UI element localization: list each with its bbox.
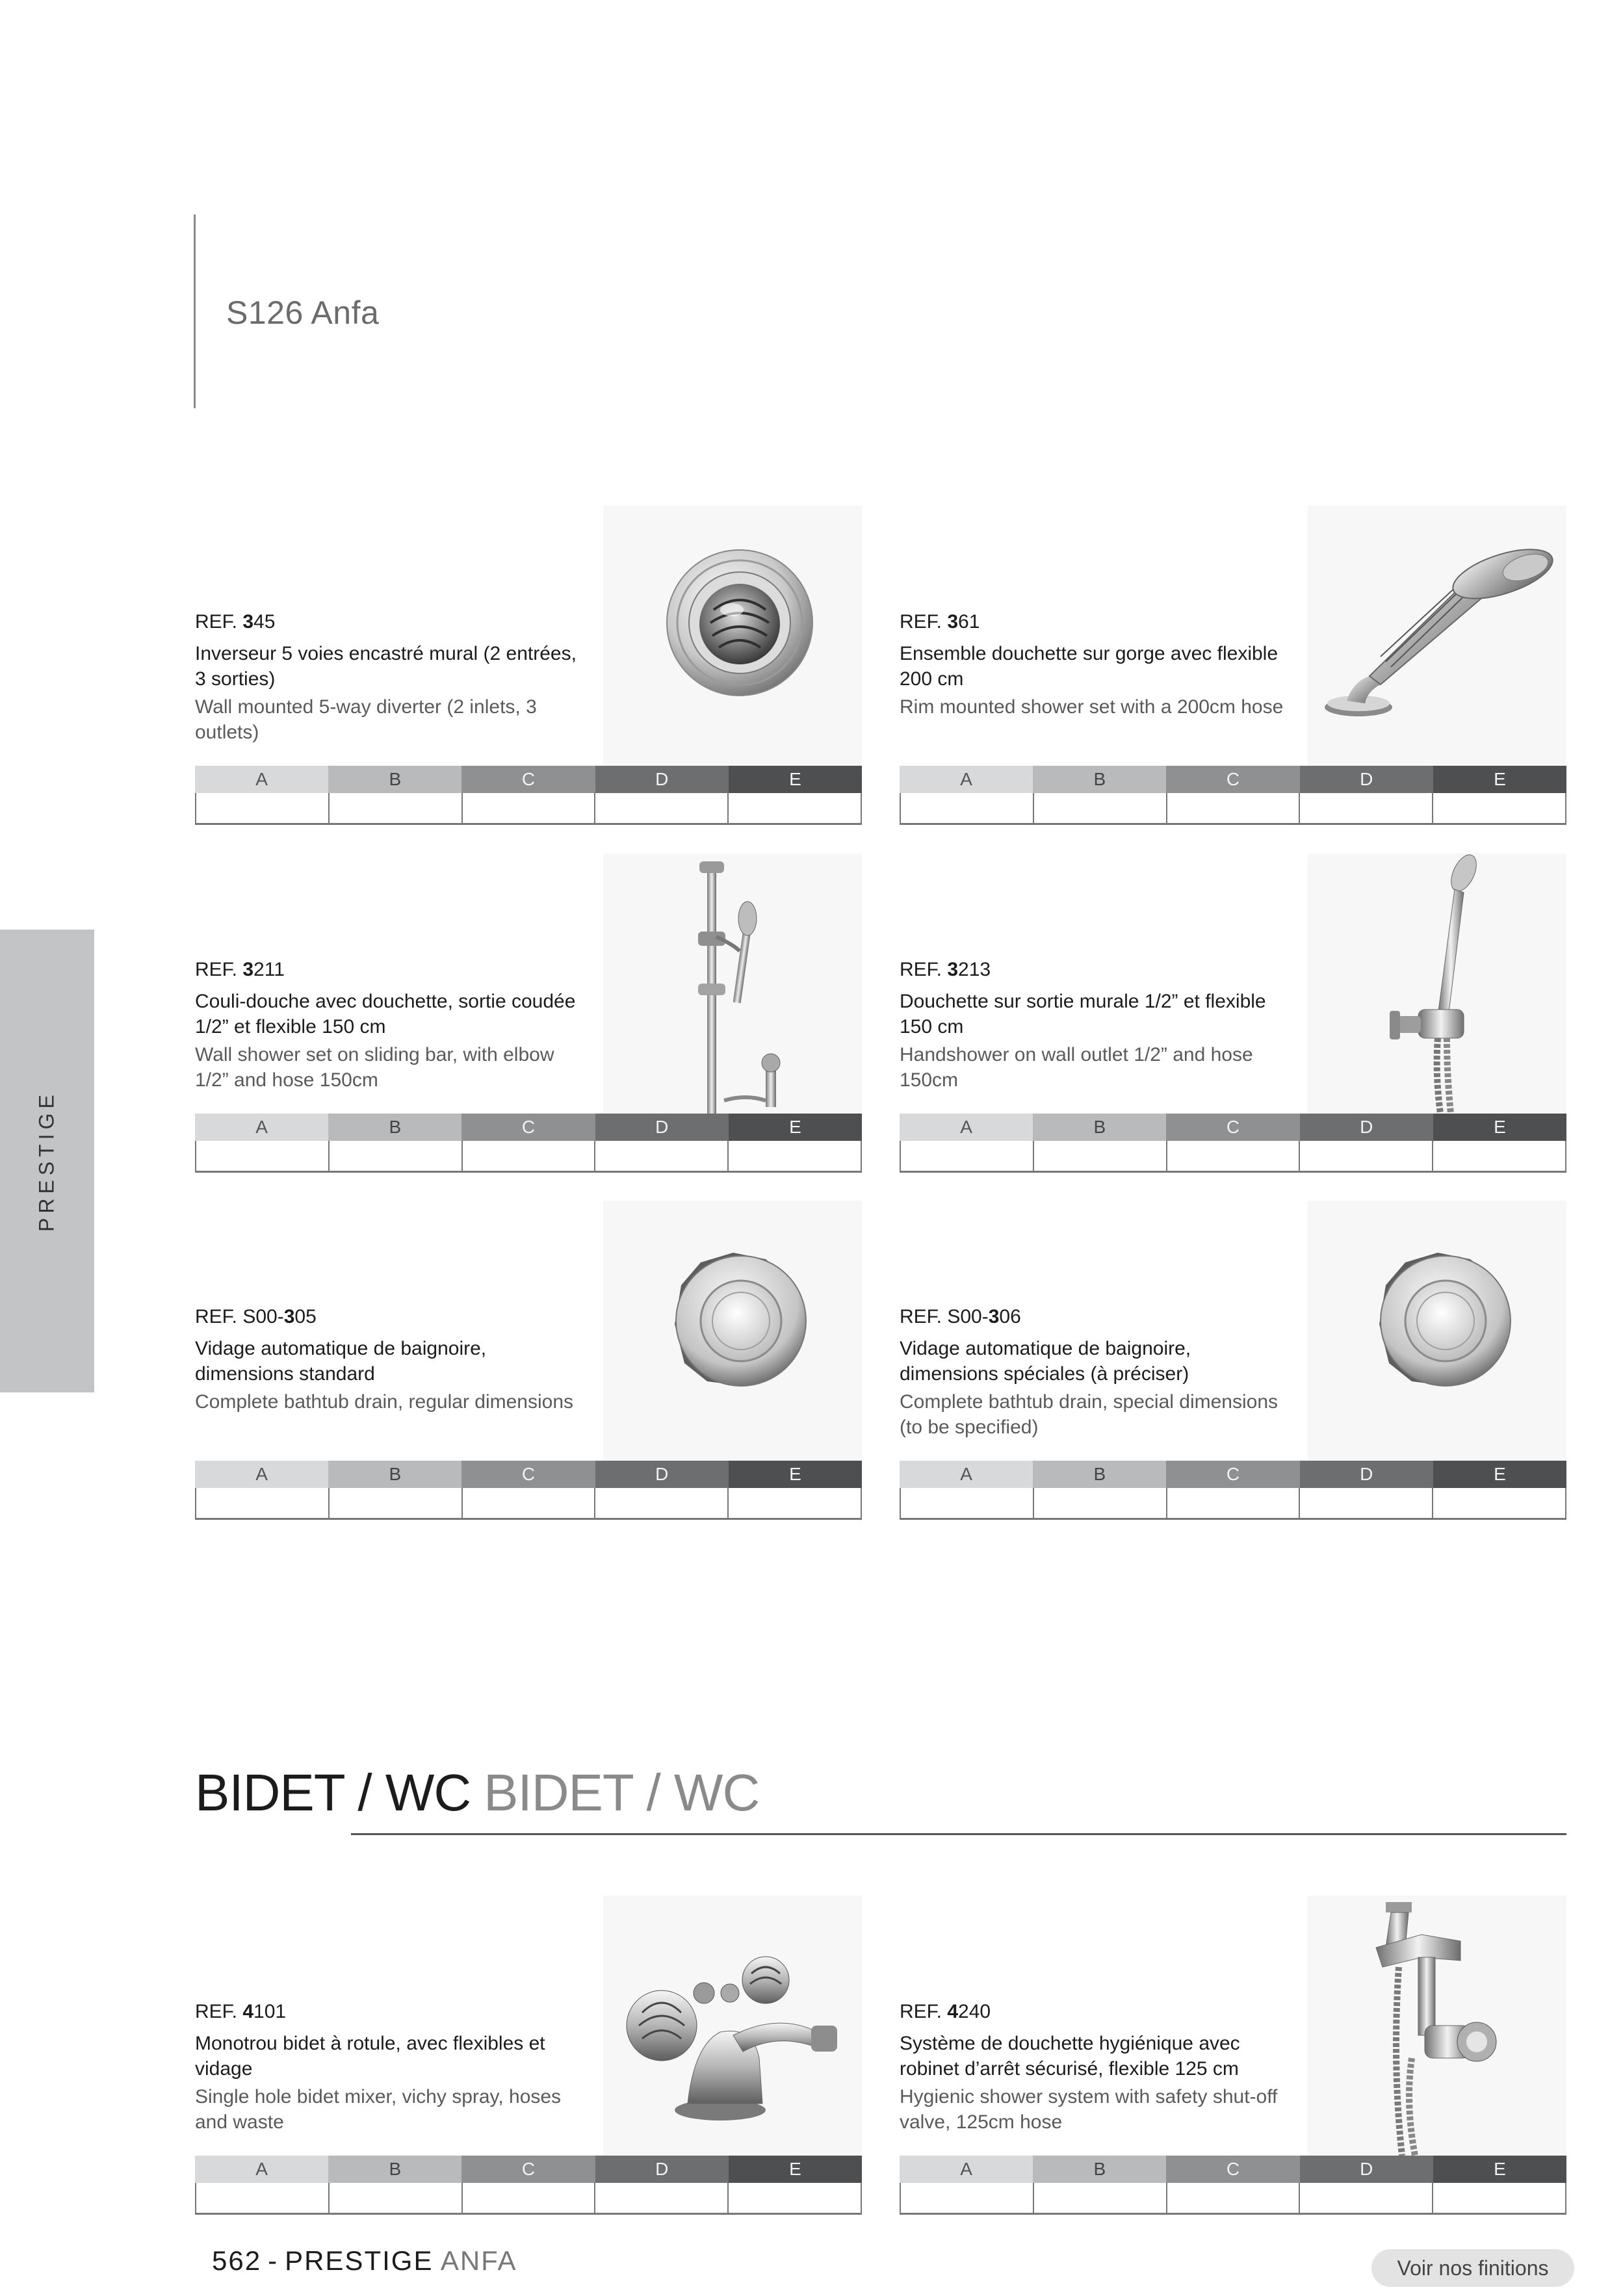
product-description-en: Complete bathtub drain, special dimensions (to be specified): [900, 1391, 1278, 1438]
finish-grid: [195, 2156, 862, 2215]
finish-header-a: A: [900, 2156, 1033, 2183]
product-description-fr: Monotrou bidet à rotule, avec flexibles et vidage: [195, 2033, 545, 2080]
finish-cell: [901, 793, 1034, 823]
product-ref: REF. 361: [900, 611, 980, 633]
finish-cell: [595, 2183, 729, 2213]
finish-header-b: B: [1033, 1114, 1166, 1141]
finish-header-d: D: [595, 766, 729, 793]
finish-cell: [463, 1488, 596, 1518]
drain-image: [603, 1201, 862, 1461]
finish-header-e: E: [1433, 766, 1566, 793]
finish-cell: [196, 2183, 330, 2213]
finish-cell: [330, 793, 463, 823]
footer-line: ANFA: [440, 2245, 517, 2276]
finish-cell: [1034, 2183, 1167, 2213]
bidet-mixer-image: [603, 1896, 862, 2156]
finish-cell: [1167, 2183, 1301, 2213]
product-description-en: Single hole bidet mixer, vichy spray, hoses and waste: [195, 2086, 562, 2133]
finish-cell: [196, 1141, 330, 1171]
finish-header-e: E: [1433, 1114, 1566, 1141]
finish-header-c: C: [461, 1114, 595, 1141]
finish-cell: [729, 1488, 862, 1518]
finish-header-a: A: [195, 2156, 328, 2183]
hygienic-shower-image: [1308, 1896, 1566, 2156]
finish-header-c: C: [461, 1461, 595, 1488]
page-footer: [212, 2245, 517, 2276]
finish-cell: [463, 793, 596, 823]
finish-cell: [1167, 793, 1301, 823]
finish-grid: [900, 766, 1566, 825]
finish-header-b: B: [328, 2156, 461, 2183]
section-title-fr: BIDET / WC: [195, 1764, 471, 1821]
finish-header-b: B: [328, 1114, 461, 1141]
finish-cell: [1433, 793, 1566, 823]
finish-header-b: B: [328, 1461, 461, 1488]
bidet-mixer-icon: [603, 1896, 862, 2156]
series-divider: [194, 215, 196, 408]
product-card: [195, 1896, 862, 2214]
finish-header-c: C: [1166, 1461, 1299, 1488]
finish-header-d: D: [595, 1461, 729, 1488]
finish-cell: [1034, 1141, 1167, 1171]
product-description-fr: Douchette sur sortie murale 1/2” et flexible 150 cm: [900, 991, 1266, 1037]
footer-separator: -: [268, 2245, 279, 2276]
finish-cell: [595, 1488, 729, 1518]
finish-cell: [330, 2183, 463, 2213]
finish-grid: [195, 766, 862, 825]
finish-grid: [195, 1461, 862, 1520]
finish-cell: [196, 1488, 330, 1518]
finish-header-c: C: [1166, 2156, 1299, 2183]
product-card: [195, 506, 862, 824]
finish-header-a: A: [900, 1114, 1033, 1141]
finish-header-a: A: [900, 1461, 1033, 1488]
finish-cell: [901, 2183, 1034, 2213]
finish-cell: [463, 2183, 596, 2213]
finish-cell: [1300, 2183, 1433, 2213]
finish-cell: [1167, 1141, 1301, 1171]
finish-header-e: E: [729, 766, 862, 793]
product-description-fr: Système de douchette hygiénique avec robinet d’arrêt sécurisé, flexible 125 cm: [900, 2033, 1240, 2080]
product-card: [195, 1201, 862, 1519]
finish-header-e: E: [1433, 1461, 1566, 1488]
finish-header-a: A: [195, 1461, 328, 1488]
finish-cell: [595, 1141, 729, 1171]
product-ref: REF. 4240: [900, 2001, 991, 2022]
finish-cell: [1034, 793, 1167, 823]
finish-header-c: C: [1166, 1114, 1299, 1141]
product-description-en: Wall shower set on sliding bar, with elbow 1/2” and hose 150cm: [195, 1044, 554, 1091]
finish-grid: [900, 1114, 1566, 1173]
finish-cell: [595, 793, 729, 823]
finish-header-d: D: [1300, 1114, 1433, 1141]
finish-cell: [1300, 1488, 1433, 1518]
finish-header-b: B: [1033, 2156, 1166, 2183]
finish-cell: [901, 1488, 1034, 1518]
product-description-fr: Vidage automatique de baignoire, dimensions standard: [195, 1338, 487, 1385]
product-card: [900, 854, 1566, 1172]
finish-grid: [195, 1114, 862, 1173]
product-card: [900, 1201, 1566, 1519]
finish-cell: [1300, 793, 1433, 823]
sliding-bar-image: [603, 854, 862, 1114]
finish-cell: [463, 1141, 596, 1171]
diverter-image: [603, 506, 862, 766]
finish-cell: [1034, 1488, 1167, 1518]
product-ref: REF. 4101: [195, 2001, 287, 2022]
finish-cell: [1433, 1488, 1566, 1518]
finish-cell: [1300, 1141, 1433, 1171]
finish-header-a: A: [195, 1114, 328, 1141]
product-description-fr: Couli-douche avec douchette, sortie coudée 1/2” et flexible 150 cm: [195, 991, 576, 1037]
product-description-en: Wall mounted 5-way diverter (2 inlets, 3 outlets): [195, 696, 537, 743]
finish-header-b: B: [1033, 1461, 1166, 1488]
finish-header-c: C: [461, 766, 595, 793]
finish-grid: [900, 1461, 1566, 1520]
finish-header-e: E: [729, 2156, 862, 2183]
finish-header-d: D: [1300, 1461, 1433, 1488]
finish-header-d: D: [595, 1114, 729, 1141]
finish-header-b: B: [1033, 766, 1166, 793]
product-description-en: Hygienic shower system with safety shut-off valve, 125cm hose: [900, 2086, 1278, 2133]
sliding-bar-icon: [603, 854, 862, 1114]
finish-header-e: E: [729, 1114, 862, 1141]
product-card: [195, 854, 862, 1172]
finish-header-e: E: [1433, 2156, 1566, 2183]
series-title: S126 Anfa: [226, 294, 380, 331]
finish-header-c: C: [1166, 766, 1299, 793]
handshower-icon: [1308, 854, 1566, 1114]
product-ref: REF. 345: [195, 611, 276, 633]
product-description-en: Complete bathtub drain, regular dimensions: [195, 1391, 573, 1413]
product-card: [900, 1896, 1566, 2214]
finish-header-a: A: [900, 766, 1033, 793]
product-description-fr: Ensemble douchette sur gorge avec flexible 200 cm: [900, 643, 1279, 690]
product-ref: REF. S00-305: [195, 1306, 317, 1327]
finish-grid: [900, 2156, 1566, 2215]
finish-header-d: D: [595, 2156, 729, 2183]
product-ref: REF. S00-306: [900, 1306, 1021, 1327]
section-divider: [351, 1833, 1566, 1835]
section-title-en: BIDET / WC: [484, 1764, 760, 1821]
finish-header-d: D: [1300, 766, 1433, 793]
drain-icon: [1308, 1201, 1566, 1461]
product-ref: REF. 3211: [195, 959, 285, 980]
page-number: 562: [212, 2245, 262, 2276]
drain-image: [1308, 1201, 1566, 1461]
footer-brand: PRESTIGE: [285, 2245, 434, 2276]
finish-cell: [729, 1141, 862, 1171]
product-description-fr: Inverseur 5 voies encastré mural (2 entrées, 3 sorties): [195, 643, 577, 690]
product-description-en: Handshower on wall outlet 1/2” and hose 150cm: [900, 1044, 1253, 1091]
section-heading: [195, 1763, 759, 1823]
product-ref: REF. 3213: [900, 959, 991, 980]
hygienic-shower-icon: [1308, 1896, 1566, 2156]
finish-header-a: A: [195, 766, 328, 793]
finish-cell: [196, 793, 330, 823]
product-card: [900, 506, 1566, 824]
finish-header-e: E: [729, 1461, 862, 1488]
finish-cell: [1433, 1141, 1566, 1171]
handshower-image: [1308, 854, 1566, 1114]
view-finishes-button[interactable]: Voir nos finitions: [1371, 2249, 1574, 2287]
finish-cell: [1167, 1488, 1301, 1518]
finish-cell: [1433, 2183, 1566, 2213]
finish-header-b: B: [328, 766, 461, 793]
drain-icon: [603, 1201, 862, 1461]
rim-shower-image: [1308, 506, 1566, 766]
diverter-icon: [603, 506, 862, 766]
finish-cell: [729, 2183, 862, 2213]
finish-header-d: D: [1300, 2156, 1433, 2183]
product-description-en: Rim mounted shower set with a 200cm hose: [900, 696, 1284, 718]
product-description-fr: Vidage automatique de baignoire, dimensions spéciales (à préciser): [900, 1338, 1191, 1385]
rim-shower-icon: [1308, 506, 1566, 766]
finish-cell: [901, 1141, 1034, 1171]
finish-cell: [330, 1141, 463, 1171]
side-tab-label: PRESTIGE: [34, 1090, 58, 1232]
finish-cell: [330, 1488, 463, 1518]
finish-header-c: C: [461, 2156, 595, 2183]
finish-cell: [729, 793, 862, 823]
